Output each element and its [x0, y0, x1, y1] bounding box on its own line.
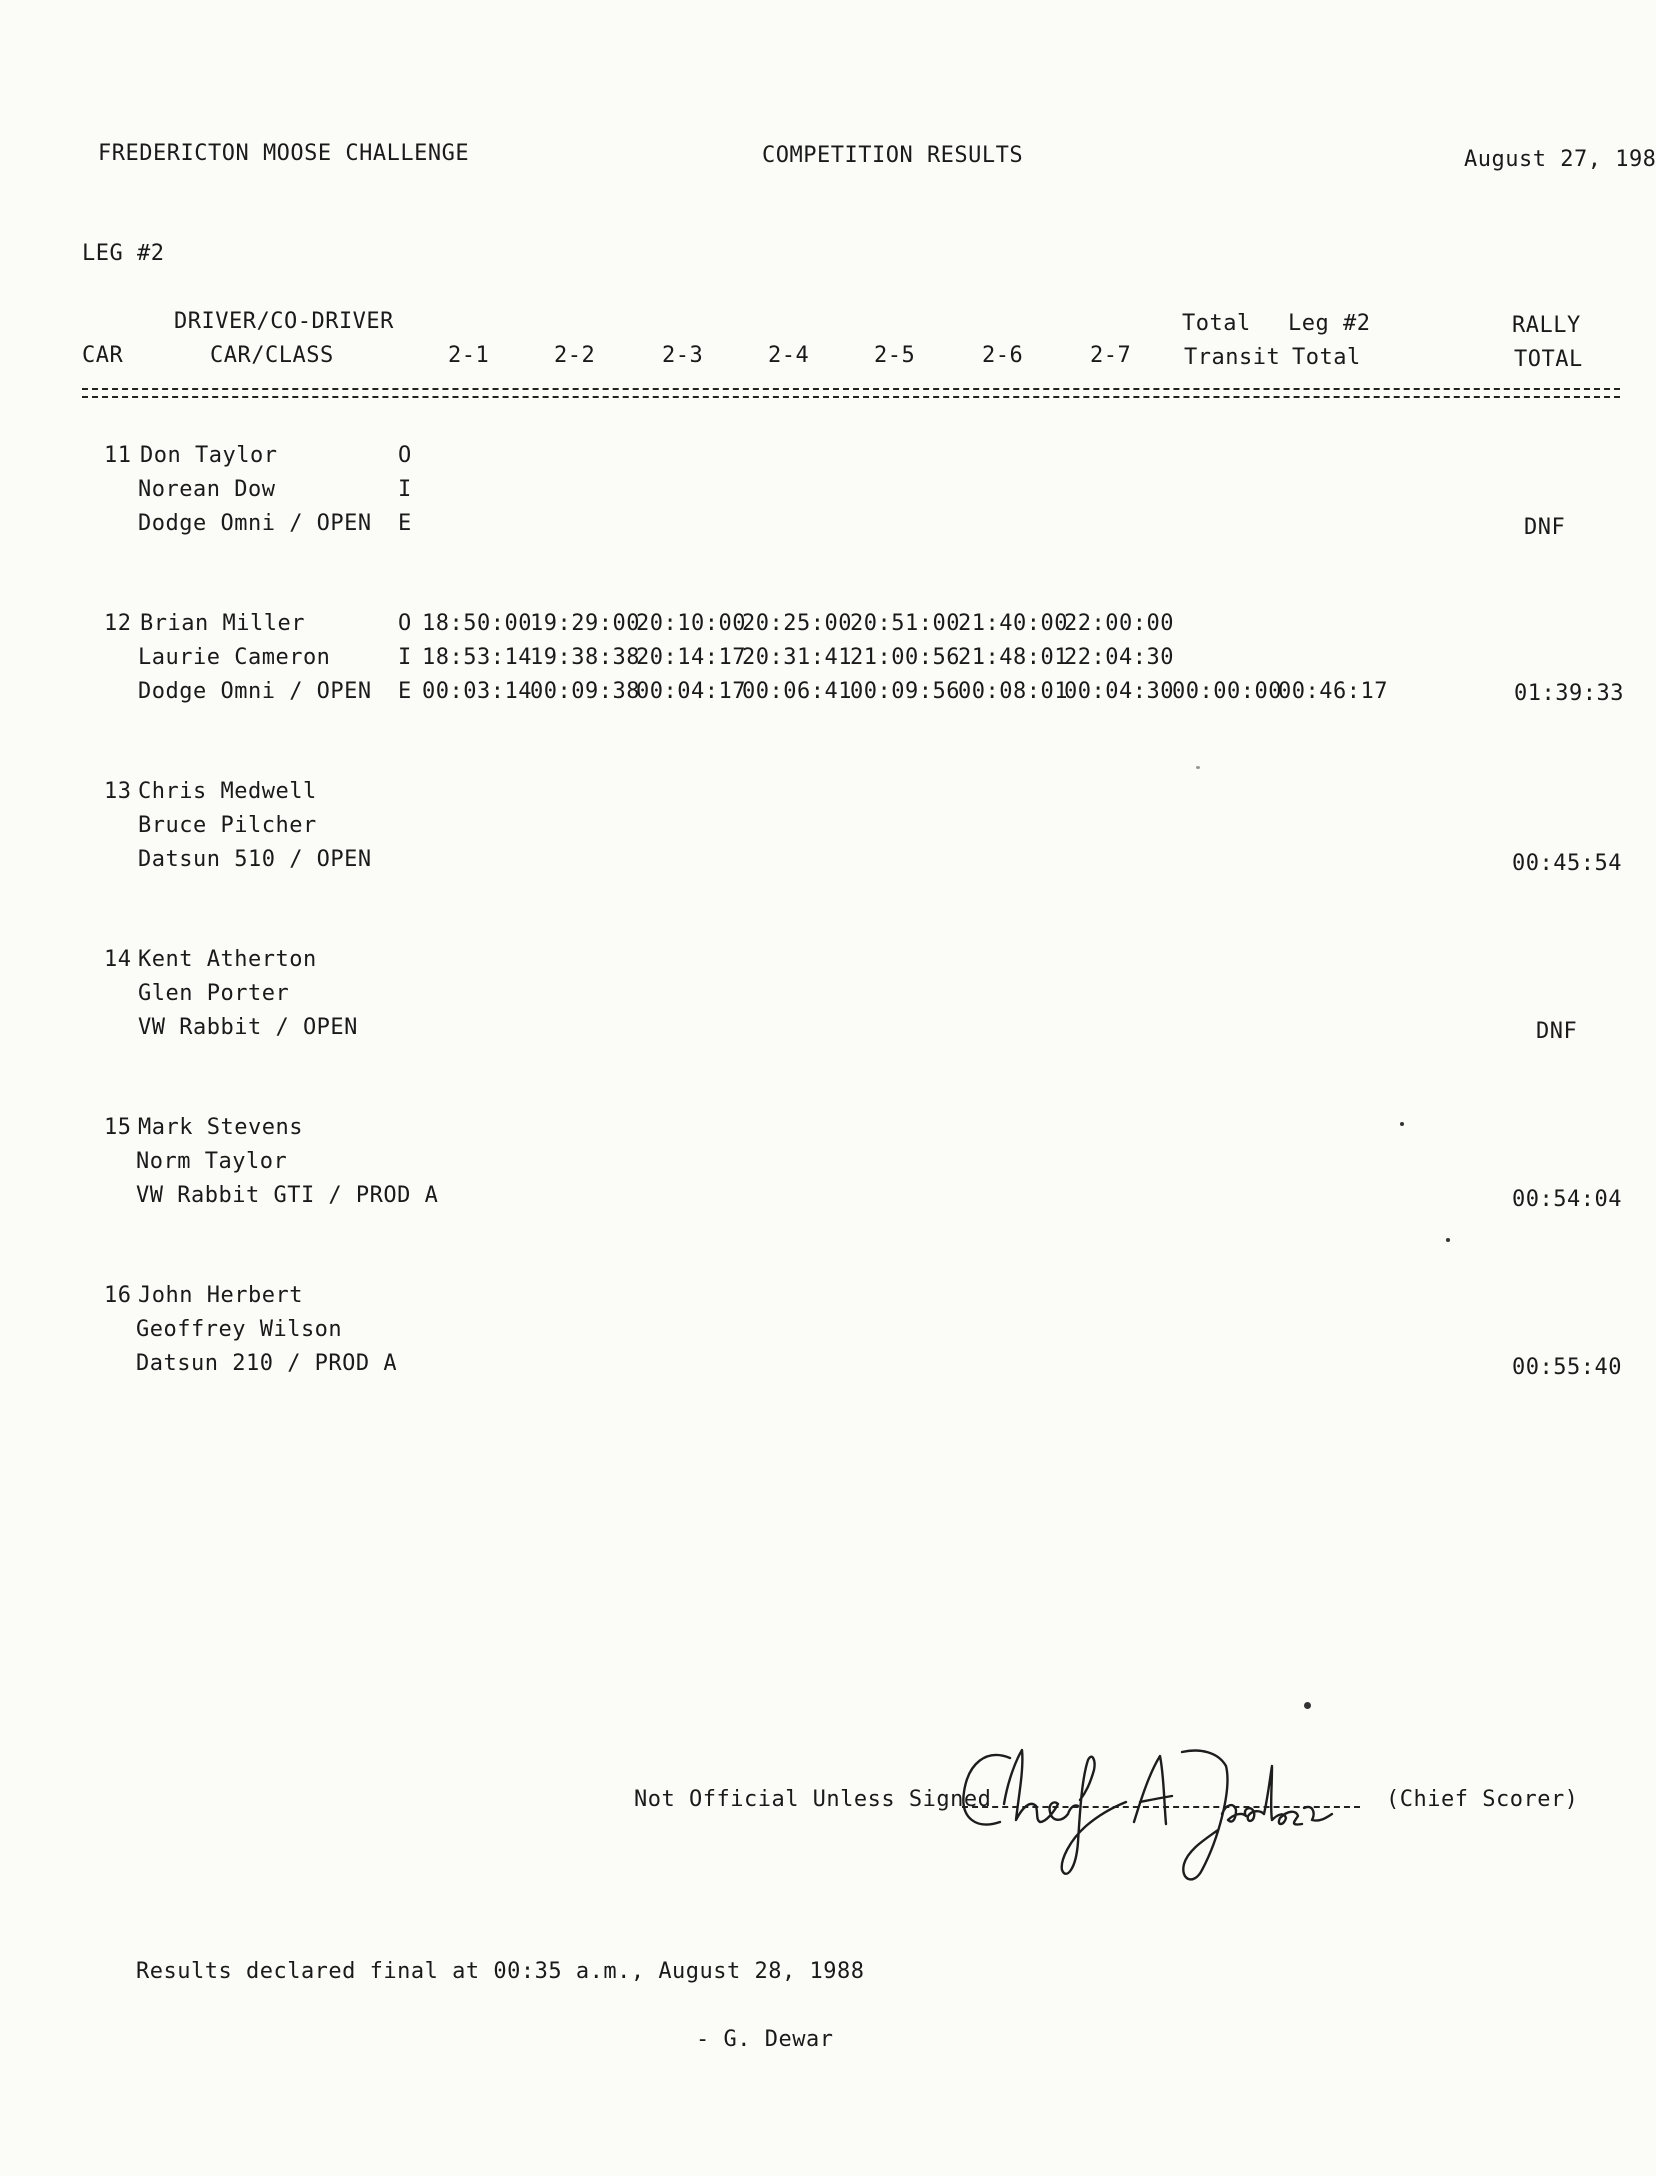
row-label-o: O	[398, 611, 412, 636]
car-number: 14	[104, 947, 132, 972]
row-label-i: I	[398, 645, 412, 670]
rally-total: 00:55:40	[1512, 1355, 1622, 1380]
codriver-name: Bruce Pilcher	[138, 813, 317, 838]
driver-name: Brian Miller	[140, 611, 305, 636]
rally-total: DNF	[1524, 515, 1566, 540]
in-time: 21:00:56	[850, 645, 960, 670]
in-time: 21:48:01	[958, 645, 1068, 670]
scan-speck	[1400, 1122, 1404, 1126]
col-stage-2-3: 2-3	[662, 343, 704, 368]
car-class: Datsun 510 / OPEN	[138, 847, 372, 872]
codriver-name: Norm Taylor	[136, 1149, 288, 1174]
rally-total: 01:39:33	[1514, 681, 1624, 706]
rally-total: 00:54:04	[1512, 1187, 1622, 1212]
rally-total: 00:45:54	[1512, 851, 1622, 876]
col-carclass: CAR/CLASS	[210, 343, 334, 368]
event-name: FREDERICTON MOOSE CHALLENGE	[98, 141, 470, 166]
codriver-name: Norean Dow	[138, 477, 276, 502]
car-class: VW Rabbit GTI / PROD A	[136, 1183, 439, 1208]
elapsed-time: 00:04:17	[636, 679, 746, 704]
in-time: 18:53:14	[422, 645, 532, 670]
col-rally-total-line1: RALLY	[1512, 313, 1581, 338]
scan-speck	[1446, 1238, 1450, 1242]
col-stage-2-6: 2-6	[982, 343, 1024, 368]
results-declared-note: Results declared final at 00:35 a.m., August 28, 1988	[136, 1959, 865, 1984]
col-driver: DRIVER/CO-DRIVER	[174, 309, 394, 334]
header-divider	[82, 388, 1620, 398]
elapsed-time: 00:03:14	[422, 679, 532, 704]
col-stage-2-2: 2-2	[554, 343, 596, 368]
elapsed-time: 00:04:30	[1064, 679, 1174, 704]
leg-label: LEG #2	[82, 241, 165, 266]
car-number: 12	[104, 611, 132, 636]
in-time: 22:04:30	[1064, 645, 1174, 670]
out-time: 18:50:00	[422, 611, 532, 636]
scan-speck	[1196, 766, 1200, 769]
in-time: 20:31:41	[742, 645, 852, 670]
car-class: VW Rabbit / OPEN	[138, 1015, 358, 1040]
car-class: Dodge Omni / OPEN	[138, 511, 372, 536]
driver-name: Don Taylor	[140, 443, 278, 468]
driver-name: Mark Stevens	[138, 1115, 303, 1140]
car-number: 15	[104, 1115, 132, 1140]
col-stage-2-4: 2-4	[768, 343, 810, 368]
driver-name: John Herbert	[138, 1283, 303, 1308]
row-label-e: E	[398, 511, 412, 536]
col-total-transit-line2: Transit	[1184, 345, 1281, 370]
codriver-name: Glen Porter	[138, 981, 290, 1006]
elapsed-time: 00:08:01	[958, 679, 1068, 704]
driver-name: Chris Medwell	[138, 779, 317, 804]
leg-total: 00:46:17	[1278, 679, 1388, 704]
out-time: 22:00:00	[1064, 611, 1174, 636]
chief-scorer-signature	[950, 1730, 1370, 1890]
col-stage-2-1: 2-1	[448, 343, 490, 368]
car-class: Dodge Omni / OPEN	[138, 679, 372, 704]
codriver-name: Laurie Cameron	[138, 645, 331, 670]
car-class: Datsun 210 / PROD A	[136, 1351, 398, 1376]
scan-speck	[1304, 1702, 1311, 1709]
elapsed-time: 00:09:38	[530, 679, 640, 704]
elapsed-time: 00:09:56	[850, 679, 960, 704]
col-rally-total-line2: TOTAL	[1514, 347, 1583, 372]
out-time: 21:40:00	[958, 611, 1068, 636]
elapsed-time: 00:06:41	[742, 679, 852, 704]
col-leg-total-line2: Total	[1292, 345, 1361, 370]
col-car: CAR	[82, 343, 124, 368]
not-official-label: Not Official Unless Signed	[634, 1787, 992, 1812]
col-stage-2-7: 2-7	[1090, 343, 1132, 368]
total-transit: 00:00:00	[1172, 679, 1282, 704]
car-number: 13	[104, 779, 132, 804]
col-stage-2-5: 2-5	[874, 343, 916, 368]
rally-total: DNF	[1536, 1019, 1578, 1044]
row-label-o: O	[398, 443, 412, 468]
document-date: August 27, 198	[1464, 147, 1656, 172]
col-leg-total-line1: Leg #2	[1288, 311, 1371, 336]
document-title: COMPETITION RESULTS	[762, 143, 1024, 168]
in-time: 19:38:38	[530, 645, 640, 670]
car-number: 11	[104, 443, 132, 468]
out-time: 20:25:00	[742, 611, 852, 636]
out-time: 19:29:00	[530, 611, 640, 636]
row-label-i: I	[398, 477, 412, 502]
author-name: - G. Dewar	[696, 2027, 834, 2052]
driver-name: Kent Atherton	[138, 947, 317, 972]
car-number: 16	[104, 1283, 132, 1308]
chief-scorer-label: (Chief Scorer)	[1386, 1787, 1579, 1812]
col-total-transit-line1: Total	[1182, 311, 1251, 336]
row-label-e: E	[398, 679, 412, 704]
codriver-name: Geoffrey Wilson	[136, 1317, 343, 1342]
in-time: 20:14:17	[636, 645, 746, 670]
out-time: 20:51:00	[850, 611, 960, 636]
out-time: 20:10:00	[636, 611, 746, 636]
